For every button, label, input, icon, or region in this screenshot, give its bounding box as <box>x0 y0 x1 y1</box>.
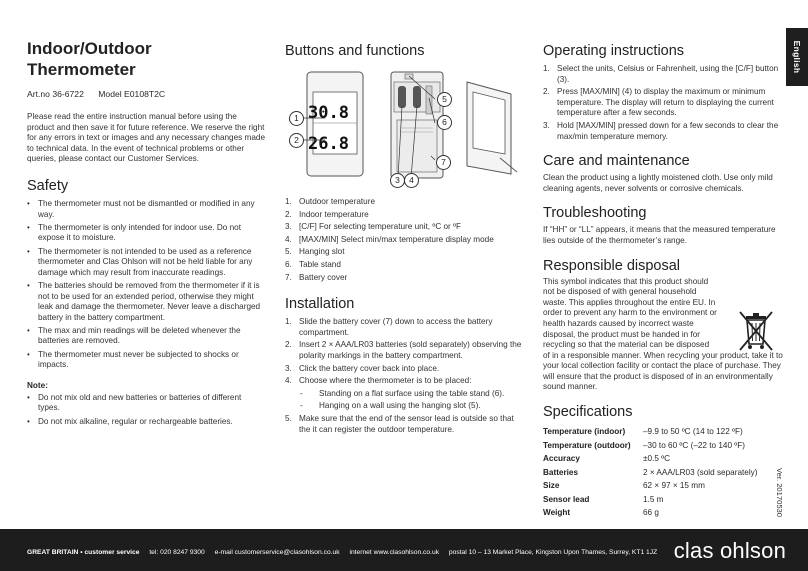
parts-item: 6. Table stand <box>285 259 341 269</box>
safety-item: • The thermometer is not intended to be used as a reference thermometer and Clas Ohlson will not be held liable for any damage which may result from inaccurate readings. <box>27 247 265 279</box>
operating-step: 1. Select the units, Celsius or Fahrenheit, using the [C/F] button (3). <box>543 64 779 84</box>
article-number: Art.no 36-6722 <box>27 89 84 99</box>
footer-bar <box>0 529 808 571</box>
spec-key: Temperature (indoor) <box>543 427 626 437</box>
spec-key: Batteries <box>543 467 579 477</box>
spec-value: –9.9 to 50 ºC (14 to 122 ºF) <box>643 427 743 437</box>
note-list <box>27 393 265 427</box>
model-number: Model E0108T2C <box>98 89 166 99</box>
safety-item: • The thermometer must never be subjected to shocks or impacts. <box>27 350 265 371</box>
callout-7: 7 <box>436 155 451 170</box>
doc-title-line1: Indoor/Outdoor <box>27 39 152 58</box>
thermometer-illustration <box>285 68 523 183</box>
parts-item: 3. [C/F] For selecting temperature unit, ºC or ºF <box>285 222 462 232</box>
spec-key: Accuracy <box>543 454 580 464</box>
safety-item: • The batteries should be removed from the thermometer if it is not to be used for an extended period, otherwise they might leak and damage the thermometer. Never leave a discharged battery in the battery compartment. <box>27 281 265 323</box>
troubleshooting-heading: Troubleshooting <box>543 205 647 222</box>
footer-phone: tel: 020 8247 9300 <box>149 549 205 556</box>
callout-4: 4 <box>404 173 419 188</box>
spec-key: Weight <box>543 508 571 518</box>
note-item: • Do not mix old and new batteries or batteries of different types. <box>27 393 265 414</box>
doc-title-line2: Thermometer <box>27 60 136 79</box>
specifications-table <box>543 427 783 518</box>
parts-item: 2. Indoor temperature <box>285 209 369 219</box>
install-step: 3. Click the battery cover back into place. <box>285 363 440 373</box>
spec-value: –30 to 60 ºC (–22 to 140 ºF) <box>643 440 746 450</box>
spec-value: 2 × AAA/LR03 (sold separately) <box>643 467 758 477</box>
operating-step: 3. Hold [MAX/MIN] pressed down for a few seconds to clear the max/min temperature memory. <box>543 120 779 141</box>
callout-1: 1 <box>289 111 304 126</box>
spec-value: 66 g <box>643 508 659 518</box>
spec-key: Temperature (outdoor) <box>543 440 631 450</box>
specifications-heading: Specifications <box>543 404 633 421</box>
parts-item: 1. Outdoor temperature <box>285 197 376 206</box>
install-step: 1. Slide the battery cover (7) down to access the battery compartment. <box>285 317 493 337</box>
disposal-heading: Responsible disposal <box>543 257 681 274</box>
install-step: 2. Insert 2 × AAA/LR03 batteries (sold separately) observing the polarity markings in the battery compartment. <box>285 340 522 360</box>
contact-info <box>27 549 657 556</box>
installation-heading: Installation <box>285 296 355 313</box>
column-operation-specs <box>543 42 783 518</box>
placement-option: - Hanging on a wall using the hanging slot (5). <box>299 401 523 412</box>
spec-value: 62 × 97 × 15 mm <box>643 481 705 491</box>
callout-2: 2 <box>289 133 304 148</box>
safety-heading: Safety <box>27 177 69 194</box>
spec-key: Size <box>543 481 560 491</box>
footer-region: GREAT BRITAIN • customer service <box>27 549 140 556</box>
parts-item: 4. [MAX/MIN] Select min/max temperature display mode <box>285 234 494 244</box>
install-step: 4. Choose where the thermometer is to be placed: - Standing on a flat surface using the table stand (6). - Hanging on a wall using the hanging slot (5). <box>285 376 523 412</box>
troubleshooting-text: If “HH” or “LL” appears, it means that the measured temperature lies outside of the thermometer’s range. <box>543 225 776 245</box>
placement-option: - Standing on a flat surface using the table stand (6). <box>299 389 523 400</box>
note-item: • Do not mix alkaline, regular or rechargeable batteries. <box>27 417 265 428</box>
safety-item: • The thermometer must not be dismantled or modified in any way. <box>27 199 265 220</box>
safety-item: • The thermometer is only intended for indoor use. Do not expose it to moisture. <box>27 223 265 244</box>
disposal-text-wide: of in a responsible manner. When recycling your product, take it to your local collection facility or contact the place of purchase. They will ensure that the product is disposed of in an environmentally sound manner. <box>543 350 783 392</box>
callout-5: 5 <box>437 92 452 107</box>
disposal-text-narrow: This symbol indicates that this product should not be disposed of with general household waste. This applies throughout the entire EU. In order to prevent any harm to the environment or health hazards caused by incorrect waste disposal, the product must be handed in for recycling so that the material can be disposed <box>543 276 717 350</box>
footer-postal-address: postal 10 – 13 Market Place, Kingston Upon Thames, Surrey, KT1 1JZ <box>448 549 658 556</box>
callout-6: 6 <box>437 115 452 130</box>
display-indoor-reading: 26.8 <box>308 134 349 154</box>
care-text: Clean the product using a lightly moistened cloth. Use only mild cleaning agents, never solvents or corrosive chemicals. <box>543 173 773 193</box>
operating-step: 2. Press [MAX/MIN] (4) to display the maximum or minimum temperature. The display will return to displaying the current temperature after a few seconds. <box>543 87 774 118</box>
parts-item: 5. Hanging slot <box>285 247 345 257</box>
display-outdoor-reading: 30.8 <box>308 103 349 123</box>
note-heading: Note: <box>27 380 48 390</box>
column-intro-safety <box>27 38 265 430</box>
column-buttons-installation <box>285 42 523 437</box>
care-heading: Care and maintenance <box>543 153 690 170</box>
installation-steps <box>285 317 523 435</box>
spec-key: Sensor lead <box>543 494 590 504</box>
parts-item: 7. Battery cover <box>285 272 348 282</box>
placement-options <box>299 389 523 412</box>
article-info <box>27 89 265 99</box>
safety-list <box>27 199 265 371</box>
intro-text: Please read the entire instruction manual before using the product and then save it for future reference. We reserve the right for any errors in text or images and any necessary changes made to technical data. In the event of technical problems or other queries, please contact our Customer Services. <box>27 112 266 164</box>
parts-list <box>285 197 523 283</box>
brand-logo: clas ohlson <box>673 538 786 563</box>
version-label: Ver. 20170530 <box>775 468 784 517</box>
spec-value: ±0.5 ºC <box>643 454 671 464</box>
safety-item: • The max and min readings will be deleted whenever the batteries are removed. <box>27 326 265 347</box>
weee-crossed-bin-icon <box>737 310 775 354</box>
footer-email: e-mail customerservice@clasohlson.co.uk <box>214 549 340 556</box>
spec-value: 1.5 m <box>643 494 664 504</box>
language-tab <box>786 28 808 86</box>
product-diagram <box>285 68 523 183</box>
operating-steps <box>543 64 783 142</box>
language-tab-label: English <box>792 40 802 74</box>
footer-website: internet www.clasohlson.co.uk <box>349 549 440 556</box>
callout-3: 3 <box>390 173 405 188</box>
operating-heading: Operating instructions <box>543 43 685 59</box>
buttons-heading: Buttons and functions <box>285 43 425 59</box>
install-step: 5. Make sure that the end of the sensor lead is outside so that the it can register the outdoor temperature. <box>285 413 514 434</box>
